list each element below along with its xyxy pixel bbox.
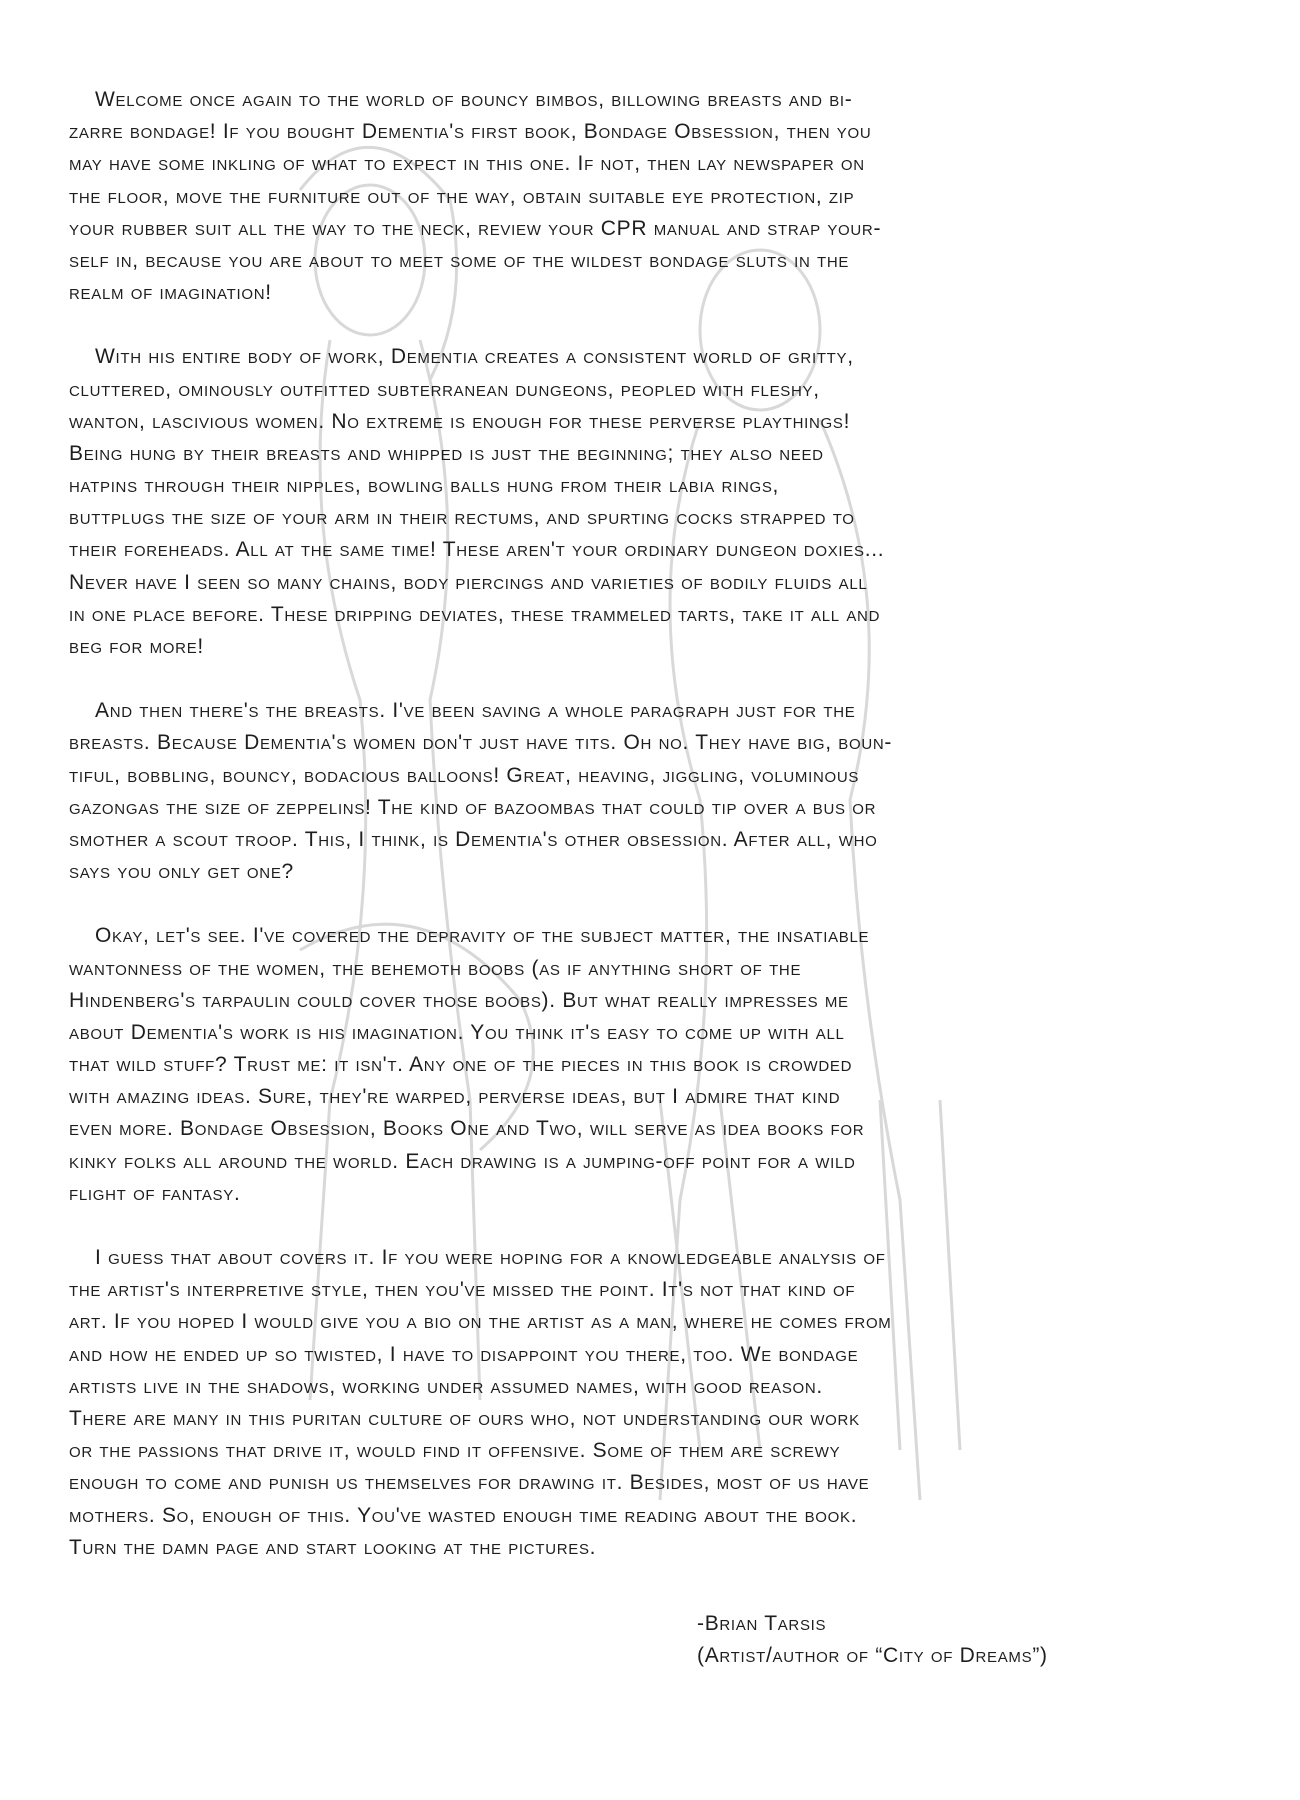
- text-line: kinky folks all around the world. Each drawing is a jumping-off point for a wild: [69, 1149, 856, 1173]
- text-line: even more. Bondage Obsession, Books One and Two, will serve as idea books for: [69, 1117, 865, 1141]
- text-line: may have some inkling of what to expect in this one. If not, then lay newspaper on: [69, 152, 865, 176]
- foreword-body: [69, 84, 1269, 1596]
- text-line: Welcome once again to the world of bouncy bimbos, billowing breasts and bi-: [95, 88, 853, 111]
- text-line: cluttered, ominously outfitted subterranean dungeons, peopled with fleshy,: [69, 377, 820, 401]
- text-line: Never have I seen so many chains, body piercings and varieties of bodily fluids all: [69, 570, 868, 594]
- text-line: flight of fantasy.: [69, 1181, 241, 1205]
- paragraph: [69, 84, 1269, 309]
- text-line: enough to come and punish us themselves for drawing it. Besides, most of us have: [69, 1471, 870, 1495]
- text-line: smother a scout troop. This, I think, is Dementia's other obsession. After all, who: [69, 827, 878, 851]
- text-line: their foreheads. All at the same time! These aren't your ordinary dungeon doxies...: [69, 538, 885, 562]
- text-line: mothers. So, enough of this. You've wasted enough time reading about the book.: [69, 1503, 858, 1527]
- text-line: Okay, let's see. I've covered the depravity of the subject matter, the insatiable: [95, 924, 870, 948]
- text-line: Turn the damn page and start looking at the pictures.: [69, 1535, 597, 1559]
- text-line: with amazing ideas. Sure, they're warped, perverse ideas, but I admire that kind: [69, 1085, 841, 1109]
- text-line: Being hung by their breasts and whipped is just the beginning; they also need: [69, 441, 824, 465]
- paragraph: [69, 1242, 1269, 1564]
- text-line: says you only get one?: [69, 860, 294, 884]
- text-line: hatpins through their nipples, bowling balls hung from their labia rings,: [69, 474, 780, 498]
- text-line: buttplugs the size of your arm in their rectums, and spurting cocks strapped to: [69, 506, 855, 530]
- text-line: With his entire body of work, Dementia creates a consistent world of gritty,: [95, 345, 854, 369]
- text-line: the floor, move the furniture out of the way, obtain suitable eye protection, zip: [69, 184, 855, 208]
- text-line: zarre bondage! If you bought Dementia's first book, Bondage Obsession, then you: [69, 120, 872, 144]
- signature-block: [697, 1608, 1048, 1672]
- text-line: There are many in this puritan culture of ours who, not understanding our work: [69, 1406, 860, 1430]
- text-line: self in, because you are about to meet some of the wildest bondage sluts in the: [69, 248, 850, 272]
- text-line: the artist's interpretive style, then you've missed the point. It's not that kind of: [69, 1278, 856, 1302]
- text-line: wantonness of the women, the behemoth boobs (as if anything short of the: [69, 956, 802, 980]
- author-credit: (Artist/author of “City of Dreams”): [697, 1644, 1048, 1668]
- text-line: gazongas the size of zeppelins! The kind of bazoombas that could tip over a bus or: [69, 795, 877, 819]
- paragraph: [69, 920, 1269, 1210]
- text-line: wanton, lascivious women. No extreme is enough for these perverse playthings!: [69, 409, 851, 433]
- text-line: your rubber suit all the way to the neck, review your CPR manual and strap your-: [69, 216, 882, 240]
- text-line: realm of imagination!: [69, 281, 272, 305]
- text-line: or the passions that drive it, would find it offensive. Some of them are screwy: [69, 1439, 841, 1463]
- text-line: Hindenberg's tarpaulin could cover those boobs). But what really impresses me: [69, 988, 849, 1012]
- text-line: artists live in the shadows, working under assumed names, with good reason.: [69, 1374, 823, 1398]
- paragraph: [69, 341, 1269, 663]
- text-line: art. If you hoped I would give you a bio on the artist as a man, where he comes from: [69, 1310, 892, 1334]
- text-line: beg for more!: [69, 635, 204, 658]
- text-line: tiful, bobbling, bouncy, bodacious balloons! Great, heaving, jiggling, voluminous: [69, 763, 860, 787]
- text-line: in one place before. These dripping deviates, these trammeled tarts, take it all and: [69, 602, 881, 626]
- text-line: I guess that about covers it. If you were hoping for a knowledgeable analysis of: [95, 1246, 886, 1269]
- author-name: -Brian Tarsis: [697, 1612, 827, 1635]
- text-line: that wild stuff? Trust me: it isn't. Any one of the pieces in this book is crowded: [69, 1053, 853, 1077]
- text-line: about Dementia's work is his imagination. You think it's easy to come up with all: [69, 1020, 845, 1044]
- text-line: And then there's the breasts. I've been saving a whole paragraph just for the: [95, 699, 856, 723]
- text-line: breasts. Because Dementia's women don't just have tits. Oh no. They have big, boun-: [69, 731, 893, 755]
- paragraph: [69, 695, 1269, 888]
- text-line: and how he ended up so twisted, I have to disappoint you there, too. We bondage: [69, 1342, 859, 1366]
